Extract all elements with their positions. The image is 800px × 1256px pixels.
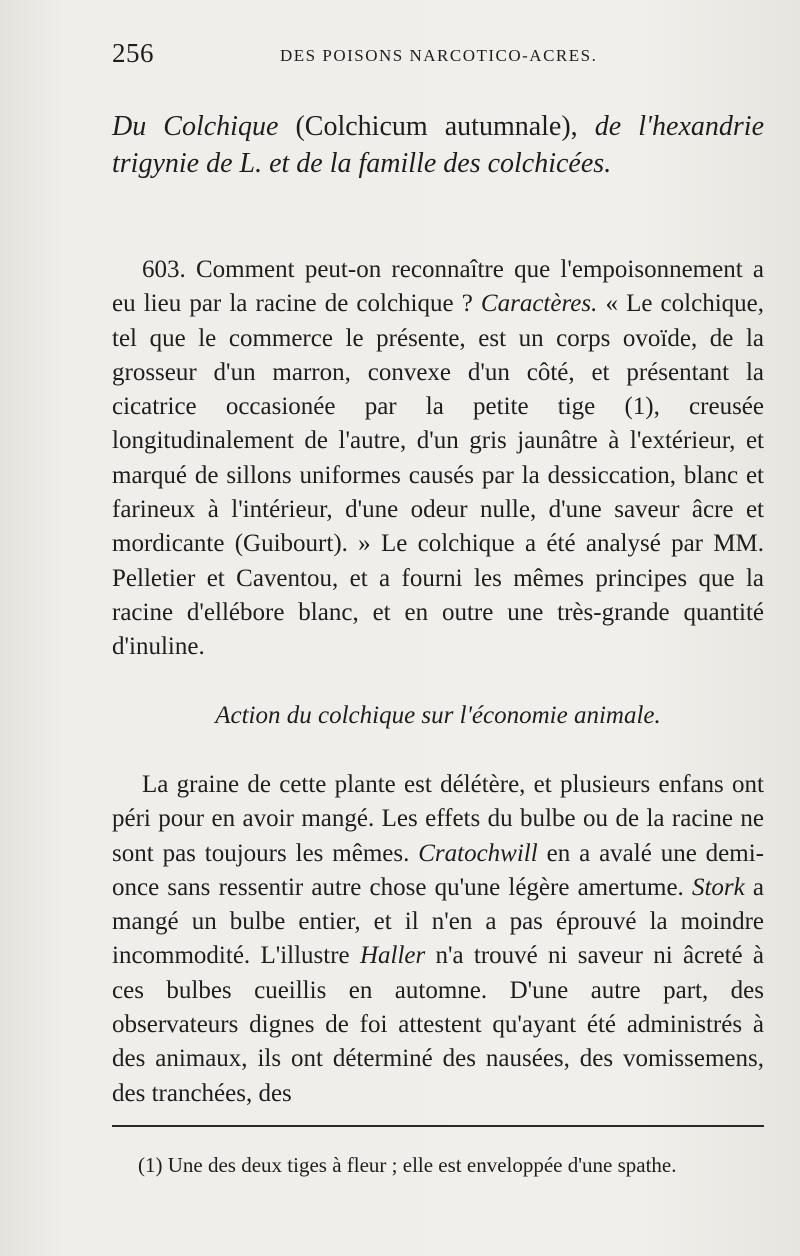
section-heading: Action du colchique sur l'économie animale. bbox=[215, 702, 661, 729]
running-head: DES POISONS NARCOTICO-ACRES. bbox=[280, 46, 598, 65]
title-name: Du Colchique bbox=[112, 111, 279, 142]
paragraph-action bbox=[112, 768, 764, 1111]
paragraph-603 bbox=[112, 253, 764, 665]
paragraph-action-text-2: en a avalé une demi-once sans ressentir autre chose qu'une légère amertume. bbox=[112, 839, 764, 901]
caracteres-label: Caractères. bbox=[480, 290, 598, 318]
article-title bbox=[112, 108, 764, 182]
paragraph-action-text-3: a mangé un bulbe entier, et il n'en a pas éprouvé la moindre incommodité. L'illustre bbox=[112, 873, 764, 970]
author-stork: Stork bbox=[691, 873, 745, 901]
author-haller: Haller bbox=[359, 942, 426, 970]
footnote: (1) Une des deux tiges à fleur ; elle est enveloppée d'une spathe. bbox=[138, 1153, 677, 1177]
paragraph-603-intro: 603. Comment peut-on reconnaître que l'empoisonnement a eu lieu par la racine de colchique ? bbox=[112, 256, 764, 318]
paragraph-action-text-1: La graine de cette plante est délétère, et plusieurs enfans ont péri pour en avoir mangé. Les effets du bulbe ou de la racine ne sont pas toujours les mêmes. bbox=[112, 771, 764, 867]
title-classification: de l'hexandrie trigynie de L. et de la famille des colchicées. bbox=[112, 111, 764, 179]
paragraph-action-text-4: n'a trouvé ni saveur ni âcreté à ces bulbes cueillis en automne. D'une autre part, des observateurs dignes de foi attestent qu'ayant été administrés à des animaux, ils ont déterminé des nausées, des vomissemens, des tranchées, des bbox=[112, 942, 764, 1107]
title-latin: (Colchicum autumnale), bbox=[278, 111, 595, 142]
page-number: 256 bbox=[112, 38, 154, 68]
paragraph-603-body: « Le colchique, tel que le commerce le présente, est un corps ovoïde, de la grosseur d'un marron, convexe d'un côté, et présentant la cicatrice occasionée par la petite tige (1), creusée longitudinalement de l'autre, d'un gris jaunâtre à l'extérieur, et marqué de sillons uniformes causés par la dessiccation, blanc et farineux à l'intérieur, d'une odeur nulle, d'une saveur âcre et mordicante (Guibourt). » Le colchique a été analysé par MM. Pelletier et Caventou, et a fourni les mêmes principes que la racine d'ellébore blanc, et en outre une très-grande quantité d'inuline. bbox=[112, 290, 764, 661]
page-header bbox=[112, 38, 762, 74]
footnote-rule bbox=[112, 1125, 764, 1127]
author-cratochwill: Cratochwill bbox=[418, 839, 538, 867]
